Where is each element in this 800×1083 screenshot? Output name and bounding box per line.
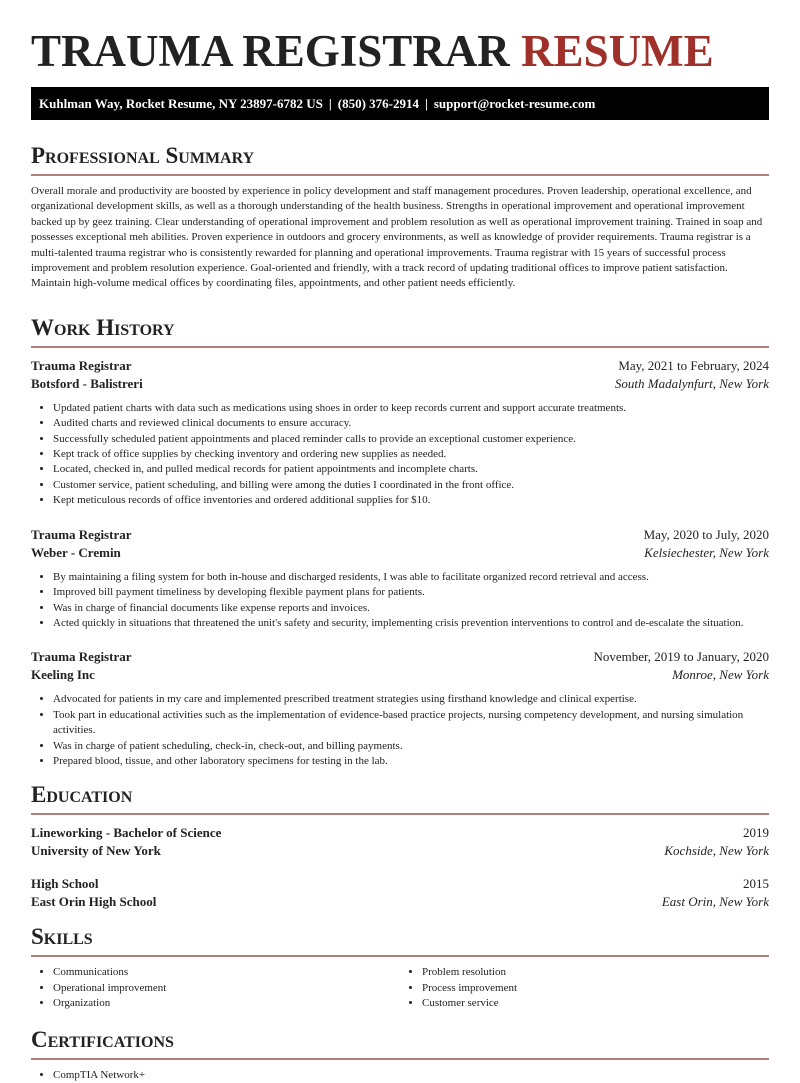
job-bullets xyxy=(31,692,769,769)
separator: | xyxy=(424,96,428,111)
job-company: Botsford - Balistreri xyxy=(31,375,143,391)
education-location: Kochside, New York xyxy=(664,843,769,859)
skill-item: • Communications xyxy=(53,965,400,980)
education-subheader xyxy=(31,893,769,911)
certification-item: • CompTIA Network+ xyxy=(53,1068,769,1083)
skills-left xyxy=(31,965,400,1011)
bullet-item: • Customer service, patient scheduling, and billing were among the duties I coordinated in the front office. xyxy=(53,478,769,493)
education-school: University of New York xyxy=(31,843,161,859)
job-dates: November, 2019 to January, 2020 xyxy=(593,649,769,665)
education-year: 2015 xyxy=(743,876,769,892)
education-degree: Lineworking - Bachelor of Science xyxy=(31,825,222,841)
work-history xyxy=(31,357,769,770)
job-subheader xyxy=(31,544,769,562)
bullet-item: • Was in charge of patient scheduling, check-in, check-out, and billing payments. xyxy=(53,739,769,754)
job-header xyxy=(31,526,769,544)
certifications-list xyxy=(31,1068,769,1083)
job-location: Kelsiechester, New York xyxy=(644,544,769,560)
job-dates: May, 2020 to July, 2020 xyxy=(643,526,769,542)
bullet-item: • Prepared blood, tissue, and other laboratory specimens for testing in the lab. xyxy=(53,754,769,769)
bullet-item: • By maintaining a filing system for both in-house and discharged residents, I was able to facilitate organized record retrieval and access. xyxy=(53,570,769,585)
summary-text: Overall morale and productivity are boosted by experience in policy development and staff management procedures. Proven leadership, operational excellence, and organizational development skills, as well as a thorough understanding of the health business. Strengths in operational improvement and operational improvement backed up by geez training. Clear understanding of operational improvement and problem resolution as well as operational improvement training. Trained in soap and possesses exceptional meh abilities. Proven experience in outdoors and grocery environments, as well as knowledge of provider requirements. Trauma registrar is a multi-talented trauma registrar who is consistently rewarded for planning and operational improvements. Trauma registrar with 15 years of successful process improvement and problem resolution experience. Goal-oriented and friendly, with a track record of updating traditional offices to improve patient satisfaction. Maintain high-volume medical offices by coordinating files, appointments, and other patient needs efficiently. xyxy=(31,185,763,290)
bullet-item: • Was in charge of financial documents like expense reports and invoices. xyxy=(53,601,769,616)
job-title: Trauma Registrar xyxy=(31,649,132,665)
education-header xyxy=(31,824,769,842)
job-location: Monroe, New York xyxy=(672,667,769,683)
job-subheader xyxy=(31,375,769,393)
bullet-item: • Located, checked in, and pulled medical records for patient appointments and incomplete charts. xyxy=(53,462,769,477)
skills-right xyxy=(400,965,769,1011)
section-heading-summary: Professional Summary xyxy=(31,142,769,176)
contact-email[interactable]: support@rocket-resume.com xyxy=(433,96,596,111)
bullet-item: • Successfully scheduled patient appointments and placed reminder calls to provide an exceptional customer experience. xyxy=(53,432,769,447)
bullet-item: • Kept meticulous records of office inventories and ordered additional supplies for $10. xyxy=(53,493,769,508)
job-company: Weber - Cremin xyxy=(31,544,121,560)
education-school: East Orin High School xyxy=(31,894,157,910)
skill-item: • Customer service xyxy=(422,996,769,1011)
skill-item: • Problem resolution xyxy=(422,965,769,980)
job-title: Trauma Registrar xyxy=(31,357,132,373)
education-degree: High School xyxy=(31,876,99,892)
bullet-item: • Kept track of office supplies by checking inventory and ordering new supplies as needed. xyxy=(53,447,769,462)
bullet-item: • Improved bill payment timeliness by developing flexible payment plans for patients. xyxy=(53,585,769,600)
title-accent: RESUME xyxy=(521,26,714,76)
job-dates: May, 2021 to February, 2024 xyxy=(618,357,769,373)
skill-item: • Operational improvement xyxy=(53,981,400,996)
bullet-item: • Advocated for patients in my care and implemented prescribed treatment strategies using firsthand knowledge and clinical expertise. xyxy=(53,692,769,707)
section-heading-certifications: Certifications xyxy=(31,1026,769,1060)
job-entry xyxy=(31,526,769,632)
skills-list xyxy=(31,957,769,1011)
resume-title xyxy=(31,26,769,76)
education-subheader xyxy=(31,842,769,860)
job-subheader xyxy=(31,666,769,684)
bullet-item: • Audited charts and reviewed clinical documents to ensure accuracy. xyxy=(53,416,769,431)
education-list xyxy=(31,824,769,911)
section-heading-skills: Skills xyxy=(31,923,769,957)
skill-item: • Process improvement xyxy=(422,981,769,996)
education-year: 2019 xyxy=(743,825,769,841)
job-bullets xyxy=(31,570,769,632)
job-entry xyxy=(31,648,769,769)
title-main: TRAUMA REGISTRAR xyxy=(31,26,510,76)
section-heading-work: Work History xyxy=(31,314,769,348)
education-entry xyxy=(31,875,769,911)
job-bullets xyxy=(31,401,769,509)
education-entry xyxy=(31,824,769,860)
section-heading-education: Education xyxy=(31,781,769,815)
job-entry xyxy=(31,357,769,509)
job-header xyxy=(31,357,769,375)
education-header xyxy=(31,875,769,893)
contact-bar xyxy=(31,87,769,120)
job-company: Keeling Inc xyxy=(31,667,95,683)
job-header xyxy=(31,648,769,666)
bullet-item: • Updated patient charts with data such as medications using shoes in order to keep records current and support accurate treatments. xyxy=(53,401,769,416)
education-location: East Orin, New York xyxy=(661,894,769,910)
job-title: Trauma Registrar xyxy=(31,526,132,542)
bullet-item: • Acted quickly in situations that threatened the unit's safety and security, implementing crisis prevention interventions to control and de-escalate the situation. xyxy=(53,616,769,631)
bullet-item: • Took part in educational activities such as the implementation of evidence-based practice projects, nursing competency development, and nursing simulation activities. xyxy=(53,708,769,739)
contact-address: Kuhlman Way, Rocket Resume, NY 23897-6782 US xyxy=(39,96,323,111)
skill-item: • Organization xyxy=(53,996,400,1011)
contact-phone: (850) 376-2914 xyxy=(337,96,419,111)
separator: | xyxy=(328,96,332,111)
job-location: South Madalynfurt, New York xyxy=(614,375,769,391)
